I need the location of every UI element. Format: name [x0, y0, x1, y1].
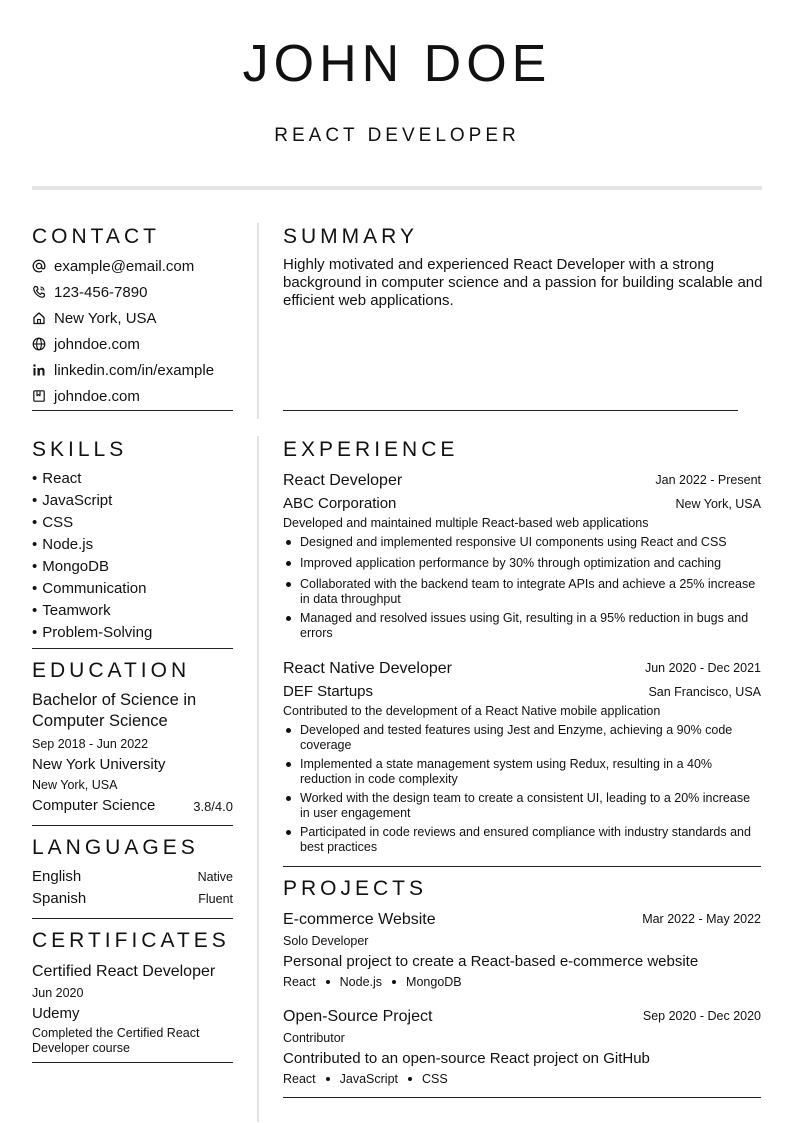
tag-separator [408, 1077, 412, 1081]
section-divider [32, 410, 233, 411]
contact-website[interactable] [32, 334, 140, 354]
skill-item: • Communication [32, 579, 146, 599]
tech-tag: JavaScript [339, 1072, 399, 1086]
project-name: Open-Source Project [283, 1008, 433, 1025]
contact-text: example@email.com [54, 257, 195, 275]
contact-linkedin[interactable] [32, 360, 214, 380]
tag-separator [326, 980, 330, 984]
education-school: New York University [32, 756, 166, 773]
project-role: Contributor [283, 1031, 345, 1045]
header-divider [32, 186, 762, 190]
certificate-name: Certified React Developer [32, 963, 216, 980]
skill-item: • Problem-Solving [32, 623, 152, 643]
job-bullet: Collaborated with the backend team to integrate APIs and achieve a 25% increase in data throughput [283, 577, 761, 607]
project-description: Personal project to create a React-based e-commerce website [283, 953, 699, 970]
tag-separator [392, 980, 396, 984]
skill-item: • CSS [32, 513, 73, 533]
section-divider [32, 648, 233, 649]
skill-item: • JavaScript [32, 491, 112, 511]
project-name: E-commerce Website [283, 911, 436, 928]
job-bullet: Worked with the design team to create a consistent UI, leading to a 20% increase in user engagement [283, 791, 761, 821]
experience-heading: EXPERIENCE [283, 438, 459, 461]
tech-tag: MongoDB [406, 975, 462, 989]
project-tags [283, 974, 462, 990]
language-level: Fluent [198, 892, 233, 906]
education-field: Computer Science [32, 797, 156, 814]
contact-phone[interactable] [32, 282, 147, 302]
summary-heading: SUMMARY [283, 225, 418, 248]
education-degree: Bachelor of Science in Computer Science [32, 691, 197, 730]
project-description: Contributed to an open-source React project on GitHub [283, 1050, 650, 1067]
skill-item: • MongoDB [32, 557, 109, 577]
contact-location [32, 308, 157, 328]
project-dates: Mar 2022 - May 2022 [642, 912, 761, 926]
job-bullet: Designed and implemented responsive UI components using React and CSS [283, 535, 761, 550]
job-bullet: Developed and tested features using Jest and Enzyme, achieving a 90% code coverage [283, 723, 761, 753]
language-name: English [32, 868, 82, 885]
tag-separator [326, 1077, 330, 1081]
skill-item: • React [32, 469, 81, 489]
section-divider [32, 918, 233, 919]
section-divider [283, 410, 738, 411]
candidate-name: JOHN DOE [242, 35, 552, 93]
certificates-heading: CERTIFICATES [32, 929, 230, 952]
column-divider [257, 436, 259, 1122]
portfolio-icon [32, 389, 46, 403]
project-tags [283, 1071, 448, 1087]
job-title: REACT DEVELOPER [274, 125, 520, 146]
job-bullet: Implemented a state management system using Redux, resulting in a 40% reduction in code complexity [283, 757, 761, 787]
project-role: Solo Developer [283, 934, 369, 948]
education-gpa: 3.8/4.0 [193, 799, 233, 814]
globe-icon [32, 337, 46, 351]
contact-portfolio[interactable] [32, 386, 140, 406]
education-location: New York, USA [32, 778, 118, 792]
languages-heading: LANGUAGES [32, 836, 199, 859]
job-title: React Native Developer [283, 660, 452, 677]
linkedin-icon [32, 363, 46, 377]
job-bullet: Improved application performance by 30% through optimization and caching [283, 556, 761, 571]
job-dates: Jun 2020 - Dec 2021 [644, 661, 761, 675]
home-icon [32, 311, 46, 325]
contact-text: linkedin.com/in/example [54, 361, 215, 379]
contact-email[interactable] [32, 256, 194, 276]
contact-text: New York, USA [54, 309, 157, 327]
certificate-description: Completed the Certified React Developer course [32, 1026, 200, 1055]
project-dates: Sep 2020 - Dec 2020 [642, 1009, 761, 1023]
tech-tag: Node.js [339, 975, 383, 989]
job-title: React Developer [283, 472, 403, 489]
job-location: New York, USA [675, 497, 761, 511]
skills-heading: SKILLS [32, 438, 128, 461]
tech-tag: CSS [422, 1072, 448, 1086]
section-divider [283, 1097, 761, 1098]
job-dates: Jan 2022 - Present [655, 473, 761, 487]
section-divider [32, 1062, 233, 1063]
job-company: DEF Startups [283, 683, 374, 700]
section-divider [32, 825, 233, 826]
contact-heading: CONTACT [32, 225, 160, 248]
job-bullet: Managed and resolved issues using Git, resulting in a 95% reduction in bugs and errors [283, 611, 761, 641]
skill-item: • Teamwork [32, 601, 111, 621]
job-summary: Contributed to the development of a React Native mobile application [283, 704, 661, 718]
skill-item: • Node.js [32, 535, 93, 555]
summary-text: Highly motivated and experienced React Developer with a strong background in computer science and a passion for building scalable and efficient web applications. [283, 256, 763, 309]
contact-text: johndoe.com [54, 387, 140, 405]
job-bullet: Participated in code reviews and ensured compliance with industry standards and best practices [283, 825, 761, 855]
tech-tag: React [283, 1072, 316, 1086]
phone-icon [32, 285, 46, 299]
section-divider [283, 866, 761, 867]
language-name: Spanish [32, 890, 87, 907]
column-divider [257, 223, 259, 419]
at-icon [32, 259, 46, 273]
certificate-date: Jun 2020 [32, 986, 84, 1000]
language-level: Native [197, 870, 233, 884]
job-location: San Francisco, USA [648, 685, 761, 699]
job-summary: Developed and maintained multiple React-based web applications [283, 516, 649, 530]
projects-heading: PROJECTS [283, 877, 428, 900]
education-heading: EDUCATION [32, 659, 191, 682]
job-company: ABC Corporation [283, 495, 397, 512]
education-dates: Sep 2018 - Jun 2022 [32, 737, 149, 751]
contact-text: 123-456-7890 [54, 283, 148, 301]
certificate-issuer: Udemy [32, 1005, 80, 1022]
tech-tag: React [283, 975, 316, 989]
contact-text: johndoe.com [54, 335, 140, 353]
